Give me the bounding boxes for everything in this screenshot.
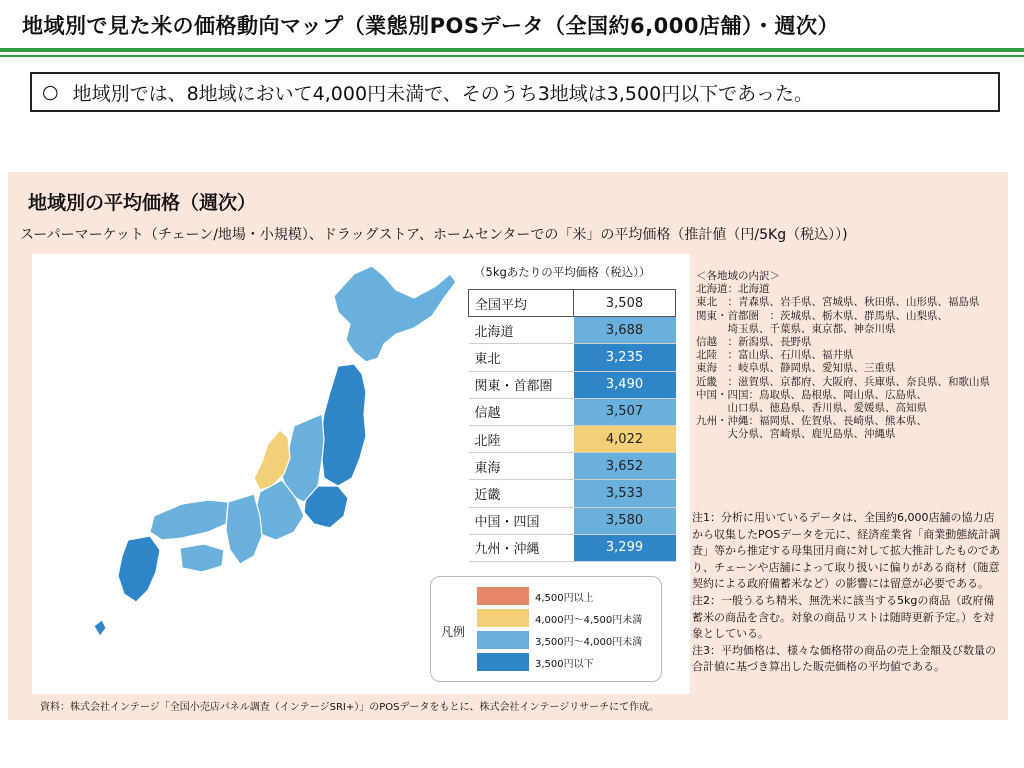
region-name: 信越 <box>469 398 574 425</box>
breakdown-prefectures: ：新潟県、長野県 <box>727 336 812 349</box>
panel-subtitle: スーパーマーケット（チェーン/地場・小規模）、ドラッグストア、ホームセンターでの「米」の平均価格（推計値（円/5Kg（税込））) <box>20 227 848 243</box>
breakdown-region: 九州・沖縄 <box>696 415 749 428</box>
map-region-tohoku <box>320 364 366 486</box>
breakdown-prefectures: 埼玉県、千葉県、東京都、神奈川県 <box>696 322 896 335</box>
summary-box <box>30 72 1000 112</box>
breakdown-prefectures: 大分県、宮崎県、鹿児島県、沖縄県 <box>696 428 896 441</box>
region-name: 九州・沖縄 <box>469 534 574 561</box>
map-region-kinki <box>226 494 262 564</box>
breakdown-row <box>696 349 1006 362</box>
breakdown-region: 関東・首都圏 <box>696 309 770 322</box>
region-price: 3,490 <box>574 371 676 398</box>
legend-item <box>477 631 642 649</box>
breakdown-row <box>696 376 1006 389</box>
region-price: 3,580 <box>574 507 676 534</box>
breakdown-row <box>696 415 1006 428</box>
notes <box>692 510 1004 676</box>
note-item: 注2：一般うるち精米、無洗米に該当する5kgの商品（政府備蓄米の商品を含む。対象の商品リストは随時更新予定。）を対象としている。 <box>692 593 995 641</box>
legend-swatch <box>477 587 529 605</box>
breakdown-prefectures: 山口県、徳島県、香川県、愛媛県、高知県 <box>696 402 927 415</box>
region-price: 4,022 <box>574 425 676 452</box>
legend-swatch <box>477 631 529 649</box>
price-table-row <box>469 317 676 344</box>
breakdown-row <box>696 362 1006 375</box>
legend-box <box>430 576 662 682</box>
source-text: 資料：株式会社インテージ「全国小売店パネル調査（インテージSRI+）」のPOSデータをもとに、株式会社インテージリサーチにて作成。 <box>40 702 660 713</box>
breakdown-row <box>696 323 1006 336</box>
price-table-caption: （5kgあたりの平均価格（税込）） <box>474 265 651 279</box>
legend-label: 3,500円～4,000円未満 <box>535 636 643 648</box>
breakdown-row <box>696 296 1006 309</box>
price-table-row <box>469 398 676 425</box>
region-price: 3,533 <box>574 480 676 507</box>
breakdown-region: 北海道 <box>696 283 728 296</box>
region-price: 3,235 <box>574 344 676 371</box>
legend-label: 3,500円以下 <box>535 658 594 670</box>
price-table-row <box>469 344 676 371</box>
title-rule-thin <box>0 55 1024 57</box>
breakdown-prefectures: ：鳥取県、島根県、岡山県、広島県、 <box>748 388 927 401</box>
region-name: 東北 <box>469 344 574 371</box>
region-name: 近畿 <box>469 480 574 507</box>
breakdown-prefectures: ：岐阜県、静岡県、愛知県、三重県 <box>727 362 896 375</box>
note-item: 注3：平均価格は、様々な価格帯の商品の売上金額及び数量の合計値に基づき算出した販売価格の平均値である。 <box>692 643 996 674</box>
map-region-kyushu <box>118 536 160 602</box>
note-item: 注1：分析に用いているデータは、全国約6,000店舗の協力店から収集したPOSデータを元に、経済産業省「商業動態統計調査」等から推定する母集団月商に対して拡大推計したものであり、チェーンや店舗によって取り扱いに偏りがある商材（随意契約による政府備蓄米など）の影響には留意が必要である。 <box>692 511 1001 591</box>
region-name: 関東・首都圏 <box>469 371 574 398</box>
price-table-row <box>469 425 676 452</box>
legend-swatch <box>477 653 529 671</box>
legend-label: 4,500円以上 <box>535 592 594 604</box>
breakdown-row <box>696 402 1006 415</box>
region-name: 中国・四国 <box>469 507 574 534</box>
breakdown-row <box>696 389 1006 402</box>
region-price: 3,688 <box>574 317 676 344</box>
legend-title: 凡例 <box>441 625 466 639</box>
breakdown-region: 東北 <box>696 296 728 309</box>
title-rule-thick <box>0 48 1024 52</box>
breakdown-region: 信越 <box>696 336 728 349</box>
price-table-row <box>469 290 676 317</box>
japan-map <box>32 254 472 694</box>
panel-title: 地域別の平均価格（週次） <box>28 192 257 214</box>
breakdown-row <box>696 336 1006 349</box>
breakdown-prefectures: ：北海道 <box>727 283 770 296</box>
breakdown-region: 中国・四国 <box>696 388 749 401</box>
legend-item <box>477 609 642 627</box>
map-region-hokkaido <box>334 266 456 362</box>
breakdown-prefectures: ：青森県、岩手県、宮城県、秋田県、山形県、福島県 <box>727 296 980 309</box>
region-name: 北海道 <box>469 317 574 344</box>
breakdown-prefectures: ：福岡県、佐賀県、長崎県、熊本県、 <box>748 415 927 428</box>
legend-label: 4,000円～4,500円未満 <box>535 614 643 626</box>
region-price: 3,507 <box>574 398 676 425</box>
map-region-okinawa <box>94 620 106 636</box>
map-area <box>32 254 690 694</box>
summary-text: 地域別では、8地域において4,000円未満で、そのうち3地域は3,500円以下であった。 <box>72 82 813 105</box>
price-table-row <box>469 534 676 561</box>
legend-item <box>477 587 594 605</box>
content-panel <box>8 172 1008 720</box>
legend-item <box>477 653 594 671</box>
legend-swatch <box>477 609 529 627</box>
price-table-row <box>469 480 676 507</box>
map-region-shikoku <box>180 544 224 572</box>
breakdown-region: 東海 <box>696 362 728 375</box>
breakdown-prefectures: ：茨城県、栃木県、群馬県、山梨県、 <box>769 309 948 322</box>
breakdown-heading: ＜各地域の内訳＞ <box>696 270 780 282</box>
page-title: 地域別で見た米の価格動向マップ（業態別POSデータ（全国約6,000店舗）・週次） <box>22 14 839 38</box>
breakdown-row <box>696 428 1006 441</box>
region-price: 3,508 <box>574 290 676 317</box>
region-name: 北陸 <box>469 425 574 452</box>
region-name: 東海 <box>469 453 574 480</box>
breakdown-prefectures: ：富山県、石川県、福井県 <box>727 349 854 362</box>
breakdown-prefectures: ：滋賀県、京都府、大阪府、兵庫県、奈良県、和歌山県 <box>727 375 990 388</box>
region-name: 全国平均 <box>469 290 574 317</box>
breakdown-row <box>696 283 1006 296</box>
breakdown-region: 北陸 <box>696 349 728 362</box>
region-price: 3,652 <box>574 453 676 480</box>
breakdown-row <box>696 310 1006 323</box>
price-table-row <box>469 371 676 398</box>
breakdown-region: 近畿 <box>696 375 728 388</box>
summary-mark: ○ <box>42 81 59 103</box>
price-table-row <box>469 453 676 480</box>
map-region-chugoku <box>150 500 228 540</box>
price-table-row <box>469 507 676 534</box>
region-breakdown <box>696 270 1006 442</box>
region-price: 3,299 <box>574 534 676 561</box>
price-table <box>468 289 676 562</box>
